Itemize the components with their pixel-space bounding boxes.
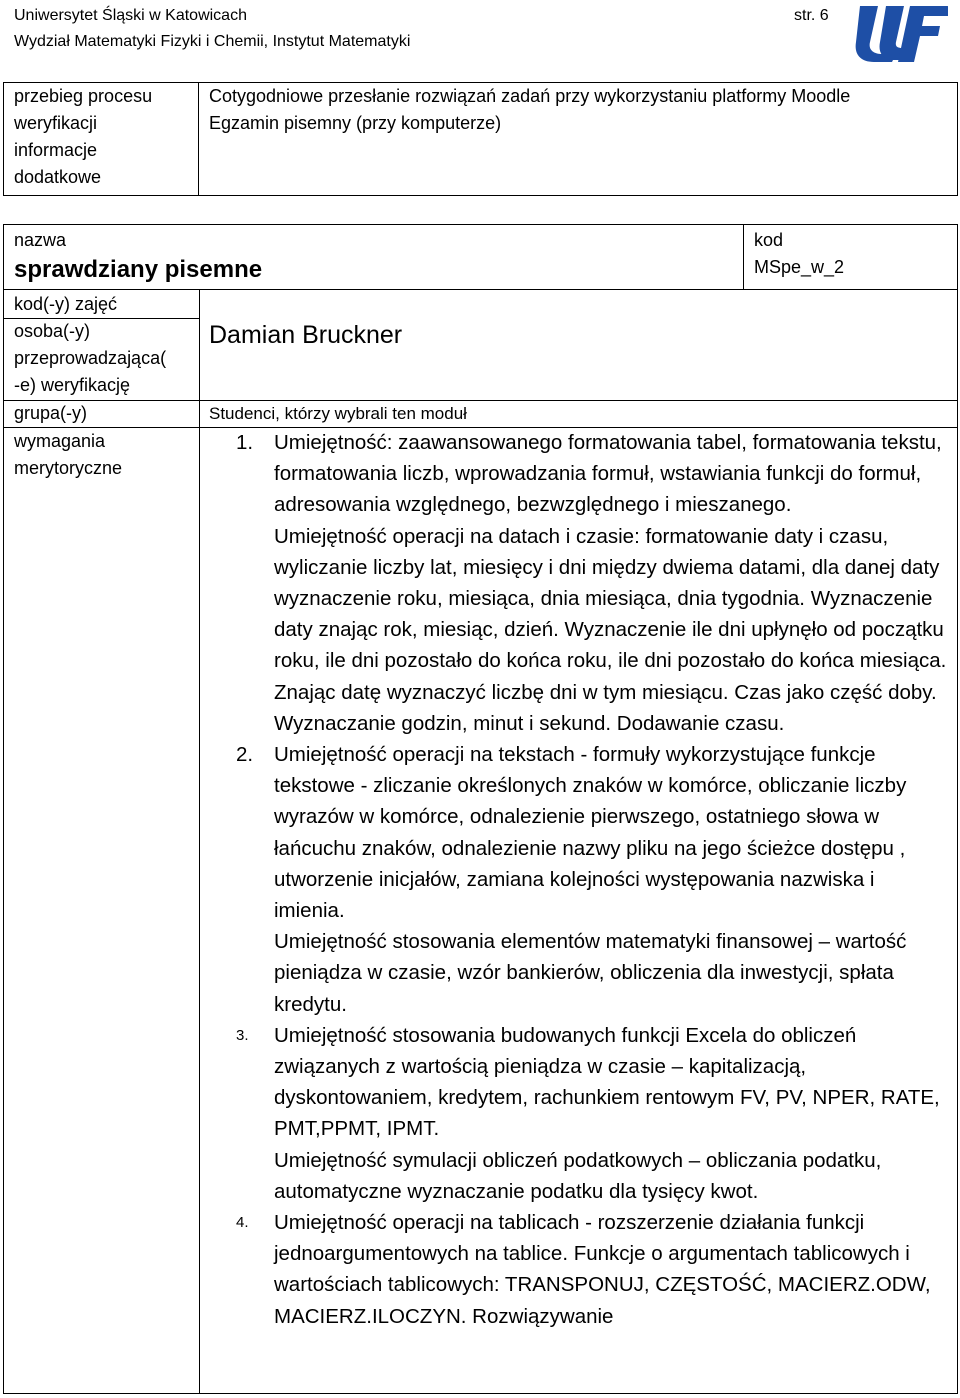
kod-label: kod [754, 230, 784, 250]
university-name: Uniwersytet Śląski w Katowicach [14, 7, 247, 24]
process-info-content [199, 83, 958, 196]
requirement-item [236, 427, 948, 739]
requirement-number: 3. [236, 1026, 249, 1044]
osoba-label-line: -e) weryfikację [14, 375, 131, 395]
requirement-paragraph: Umiejętność stosowania elementów matematyki finansowej – wartość pieniądza w czasie, wzór bankierów, obliczenia dla inwestycji, spłata kredytu. [274, 930, 907, 1016]
page-number: str. 6 [794, 7, 829, 24]
grupa-label: grupa(-y) [14, 403, 88, 423]
requirement-number: 1. [236, 431, 254, 454]
kod-zajec-label: kod(-y) zajęć [14, 294, 118, 314]
assessment-name: sprawdziany pisemne [14, 256, 263, 283]
requirement-paragraph: Umiejętność stosowania budowanych funkcji Excela do obliczeń związanych z wartością pieniądza w czasie – kapitalizacją, dyskontowaniem, kredytem, rachunkiem rentowym FV, PV, NPER, RATE, PMT,PPMT, IPMT. [274, 1023, 940, 1141]
verification-process-table [3, 82, 958, 196]
examiner-name: Damian Bruckner [209, 321, 403, 349]
faculty-name: Wydział Matematyki Fizyki i Chemii, Instytut Matematyki [14, 33, 411, 50]
requirement-number: 2. [236, 743, 254, 767]
content-line: Egzamin pisemny (przy komputerze) [209, 113, 502, 133]
osoba-label-line: osoba(-y) [14, 321, 91, 341]
requirement-item [236, 1207, 948, 1332]
requirements-list [236, 427, 948, 1332]
label-line: przebieg procesu [14, 86, 153, 106]
requirement-item [236, 1020, 948, 1207]
requirement-paragraph: Umiejętność operacji na tablicach - rozszerzenie działania funkcji jednoargumentowych na tablice. Funkcje o argumentach tablicowych i wartościach tablicowych: TRANSPONUJ, CZĘSTOŚĆ, MACIERZ.ODW, MACIERZ.ILOCZYN. Rozwiązywanie [274, 1211, 931, 1328]
requirement-paragraph: Umiejętność operacji na datach i czasie: formatowanie daty i czasu, wyliczanie liczby lat, miesięcy i dni między dwiema datami, dla danej daty wyznaczenie roku, miesiąca, dnia miesiąca, dnia tygodnia. Wyznaczenie daty znając rok, miesiąc, dzień. Wyznaczenie ile dni upłynęło od początku roku, ile dni pozostało do końca roku, ile dni pozostało do końca miesiąca. Znając datę wyznaczyć liczbę dni w tym miesiącu. Czas jako część doby. Wyznaczanie godzin, minut i sekund. Dodawanie czasu. [274, 524, 947, 735]
grupa-value: Studenci, którzy wybrali ten moduł [209, 404, 467, 423]
requirement-number: 4. [236, 1214, 249, 1232]
requirement-paragraph: Umiejętność symulacji obliczeń podatkowych – obliczania podatku, automatyczne wyznaczanie podatku dla tysięcy kwot. [274, 1148, 882, 1203]
requirement-paragraph: Umiejętność: zaawansowanego formatowania tabel, formatowania tekstu, formatowania liczb, wprowadzania formuł, wstawiania funkcji do formuł, adresowania względnego, bezwzględnego i mieszanego. [274, 431, 942, 517]
divider [199, 289, 200, 1394]
label-line: informacje [14, 140, 98, 160]
requirement-item [236, 739, 948, 1020]
osoba-label-line: przeprowadzająca( [14, 348, 167, 368]
label-line: weryfikacji [14, 113, 98, 133]
university-logo-icon [852, 2, 950, 66]
divider [3, 289, 958, 290]
divider [743, 224, 744, 289]
kod-value: MSpe_w_2 [754, 257, 845, 277]
process-info-label [4, 83, 199, 196]
wymagania-label-line: merytoryczne [14, 458, 123, 478]
nazwa-label: nazwa [14, 230, 67, 250]
label-line: dodatkowe [14, 167, 102, 187]
requirement-paragraph: Umiejętność operacji na tekstach - formuły wykorzystujące funkcje tekstowe - zliczanie określonych znaków w komórce, obliczanie liczby wyrazów w komórce, odnalezienie pierwszego, ostatniego słowa w łańcuchu znaków, odnalezienie nazwy pliku na jego ścieżce dostępu , utworzenie inicjałów, zamiana kolejności występowania nazwiska i imienia. [274, 743, 907, 923]
content-line: Cotygodniowe przesłanie rozwiązań zadań przy wykorzystaniu platformy Moodle [209, 86, 851, 106]
wymagania-label-line: wymagania [14, 431, 106, 451]
divider [3, 400, 958, 401]
